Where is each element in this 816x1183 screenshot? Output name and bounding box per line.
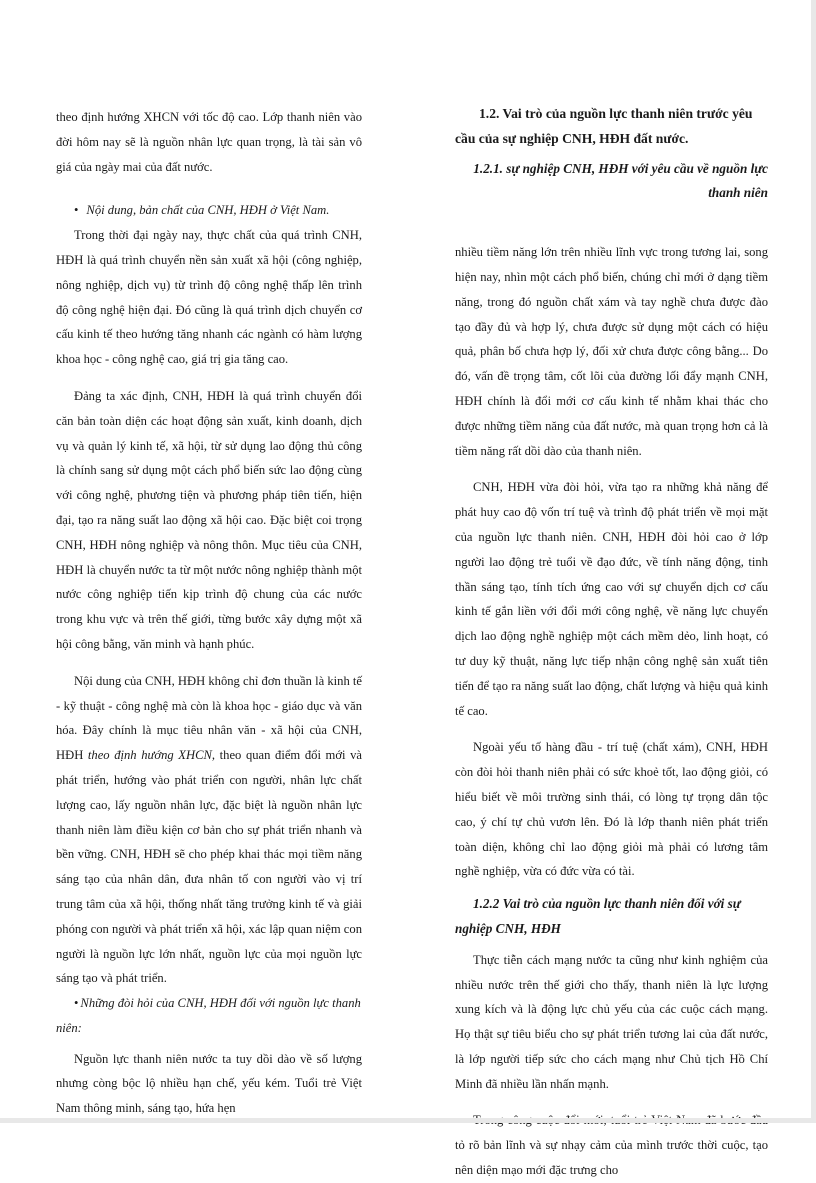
- page-edge-bottom: [0, 1118, 816, 1123]
- paragraph: tỏ rõ bản lĩnh và sự nhạy cảm của mình trước thời cuộc, tạo nên diện mạo mới đặc trưng cho: [455, 1138, 768, 1178]
- bullet-heading-demands: [56, 991, 362, 1041]
- section-heading: 1.2. Vai trò của nguồn lực thanh niên trước yêu cầu của sự nghiệp CNH, HĐH đất nước.: [455, 106, 753, 146]
- text-run: Nội dung của CNH, HĐH không chỉ đơn thuần là kinh tế - kỹ thuật - công nghệ mà còn là khoa học - giáo dục và văn hóa. Đây chính là mục tiêu nhân văn - xã hội của CNH, HĐH: [56, 673, 362, 763]
- paragraph-continued: theo định hướng XHCN với tốc độ cao. Lớp thanh niên vào đời hôm nay sẽ là nguồn nhân lực quan trọng, là tài sản vô giá của ngày mai của đất nước.: [56, 110, 362, 174]
- bullet-text: Nội dung, bản chất của CNH, HĐH ở Việt Nam.: [86, 203, 330, 218]
- paragraph: CNH, HĐH vừa đòi hỏi, vừa tạo ra những khả năng để phát huy cao độ vốn trí tuệ và trình độ phát triển về mọi mặt của nguồn lực thanh niên. CNH, HĐH đòi hỏi cao ở lớp người lao động trẻ tuổi về đạo đức, về tính năng động, tinh thần sáng tạo, tính tích ứng cao với sự chuyển dịch cơ cấu kinh tế gắn liền với đổi mới công nghệ, về năng lực chuyển dịch lao động nghề nghiệp một cách mềm dẻo, linh hoạt, có tư duy kỹ thuật, năng lực tiếp nhận công nghệ sản xuất tiên tiến để tạo ra năng suất lao động, chất lượng và hiệu quả kinh tế cao.: [455, 480, 768, 718]
- paragraph: [56, 669, 362, 991]
- bullet-heading-content: [56, 198, 362, 223]
- paragraph: Ngoài yếu tố hàng đầu - trí tuệ (chất xám), CNH, HĐH còn đòi hỏi thanh niên phải có sức khoẻ tốt, lao động giỏi, có hiểu biết về môi trường sinh thái, có lòng tự trọng dân tộc cao, ý chí tự chủ vươn lên. Đó là lớp thanh niên phát triển toàn diện, không chỉ lao động giỏi mà phải có lương tâm nghề nghiệp, vừa có đức vừa có tài.: [455, 740, 768, 879]
- right-column: [455, 0, 768, 1183]
- paragraph: Đảng ta xác định, CNH, HĐH là quá trình chuyển đổi căn bản toàn diện các hoạt động sản xuất, kinh doanh, dịch vụ và quản lý kinh tế, xã hội, từ sử dụng lao động thủ công là chính sang sử dụng một cách phổ biến sức lao động cùng với công nghệ, phương tiện và phương pháp tiên tiến, hiện đại, tạo ra năng suất lao động xã hội cao. Đặc biệt coi trọng CNH, HĐH nông nghiệp và nông thôn. Mục tiêu của CNH, HĐH là chuyển nước ta từ một nước nông nghiệp thành một nước công nghiệp tiến kịp trình độ chung của các nước trong khu vực và trên thế giới, từng bước xây dựng một xã hội công bằng, văn minh và hạnh phúc.: [56, 388, 362, 651]
- bullet-icon: •: [74, 203, 79, 218]
- page-edge-right: [811, 0, 816, 1123]
- paragraph: Trong thời đại ngày nay, thực chất của quá trình CNH, HĐH là quá trình chuyển nền sản xuất xã hội (công nghiệp, nông nghiệp, dịch vụ) từ trình độ công nghệ thấp lên trình độ công nghệ hiện đại. Đó cũng là quá trình dịch chuyển cơ cấu kinh tế theo hướng tăng nhanh các ngành có hàm lượng khoa học - công nghệ cao, giá trị gia tăng cao.: [56, 228, 362, 367]
- italic-run: theo định hướng XHCN,: [87, 748, 216, 763]
- subsection-heading: 1.2.2 Vai trò của nguồn lực thanh niên đối với sự nghiệp CNH, HĐH: [455, 896, 741, 936]
- text-run: theo quan điểm đổi mới và phát triển, hướng vào phát triển con người, nhân lực chất lượng cao, lấy nguồn nhân lực, đặc biệt là nguồn nhân lực thanh niên làm điều kiện cơ bản cho sự phát triển nhanh và bền vững. CNH, HĐH sẽ cho phép khai thác mọi tiềm năng sáng tạo của nhân dân, đưa nhân tố con người vào vị trí trung tâm của xã hội, thống nhất tăng trưởng kinh tế và giải phóng con người và phát triển xã hội, xác lập quan niệm con người là nguồn lực lớn nhất, nguồn lực của mọi nguồn lực sáng tạo và phát triển.: [56, 748, 363, 986]
- paragraph: nhiều tiềm năng lớn trên nhiều lĩnh vực trong tương lai, song hiện nay, nhìn một cách phổ biến, chúng chỉ mới ở dạng tiềm năng, trong đó nguồn chất xám và tay nghề chưa được đào tạo đầy đủ và hợp lý, chưa được sử dụng một cách có hiệu quả, phân bố chưa hợp lý, đối xử chưa được công bằng... Do đó, vấn đề trọng tâm, cốt lõi của đường lối đẩy mạnh CNH, HĐH chính là đổi mới cơ cấu kinh tế nhằm khai thác cho được những tiềm năng của đất nước, mà quan trọng hơn cả là tiềm năng rất dồi dào của thanh niên.: [455, 245, 768, 458]
- bullet-icon: •: [74, 996, 79, 1011]
- subsection-heading: 1.2.1. sự nghiệp CNH, HĐH với yêu cầu về nguồn lực thanh niên: [473, 160, 768, 201]
- paragraph: Nguồn lực thanh niên nước ta tuy dồi dào về số lượng nhưng còng bộc lộ nhiều hạn chế, yếu kém. Tuổi trẻ Việt Nam thông minh, sáng tạo, hứa hẹn: [56, 1051, 362, 1116]
- left-column: [56, 0, 362, 1121]
- bullet-text: Những đòi hỏi của CNH, HĐH đối với nguồn lực thanh niên:: [56, 996, 361, 1035]
- paragraph: Thực tiễn cách mạng nước ta cũng như kinh nghiệm của nhiều nước trên thế giới cho thấy, thanh niên là lực lượng xung kích và là động lực chủ yếu của các cuộc cách mạng. Họ thật sự tiêu biểu cho sự phát triển tương lai của đất nước, là lớp người tiếp sức cho cách mạng như Chủ tịch Hồ Chí Minh đã nhiều lần nhấn mạnh.: [455, 952, 768, 1091]
